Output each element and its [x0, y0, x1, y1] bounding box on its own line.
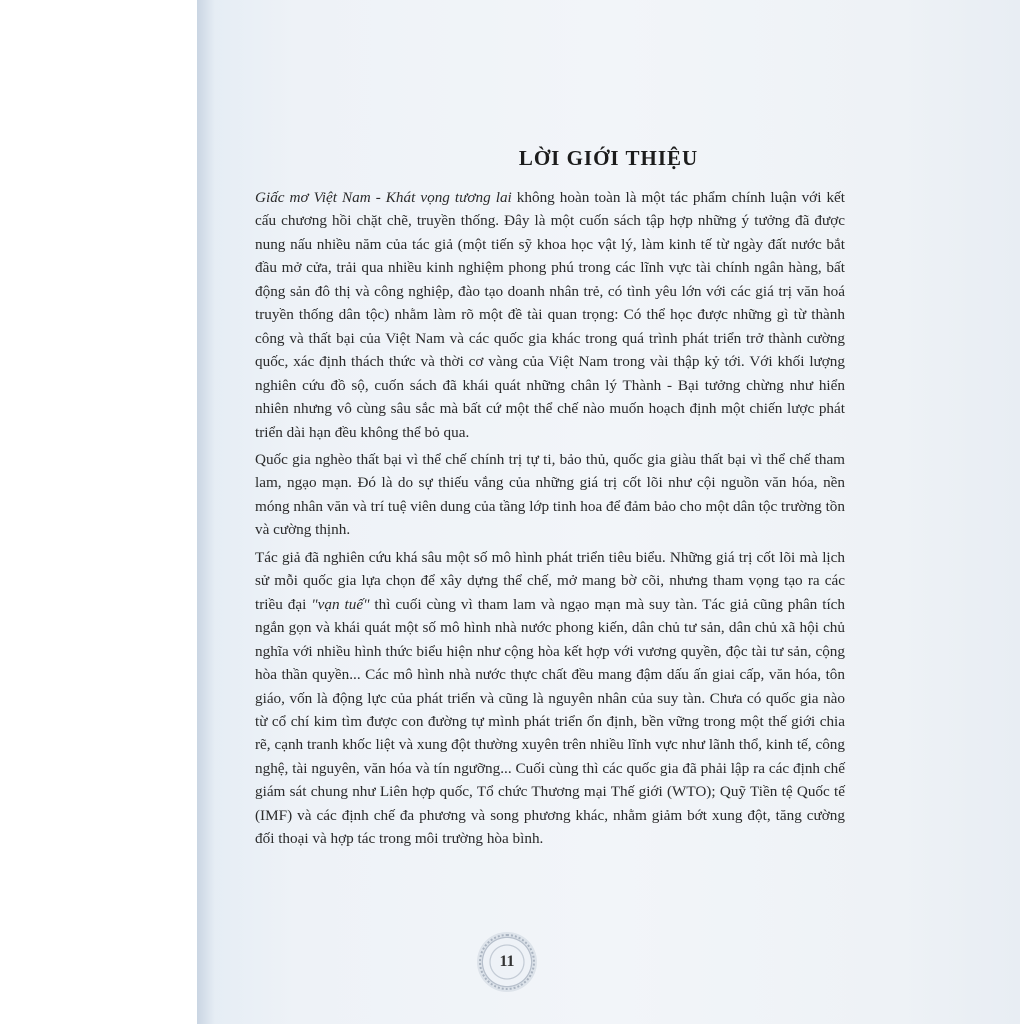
paragraph-1-text: không hoàn toàn là một tác phẩm chính luận với kết cấu chương hồi chặt chẽ, truyền thống. Đây là một cuốn sách tập hợp những ý tưởng đã được nung nấu nhiều năm của tác giả (một tiến sỹ khoa học vật lý, làm kinh tế từ ngày đất nước bắt đầu mở cửa, trải qua nhiều kinh nghiệm phong phú trong các lĩnh vực tài chính ngân hàng, bất động sản đô thị và công nghiệp, đào tạo doanh nhân trẻ, có tình yêu lớn với các giá trị văn hoá truyền thống dân tộc) nhằm làm rõ một đề tài quan trọng: Có thể học được những gì từ thành công và thất bại của Việt Nam và các quốc gia khác trong quá trình phát triển trở thành cường quốc, xác định thách thức và thời cơ vàng của Việt Nam trong vài thập kỷ tới. Với khối lượng nghiên cứu đồ sộ, cuốn sách đã khái quát những chân lý Thành - Bại tưởng chừng như hiển nhiên nhưng vô cùng sâu sắc mà bất cứ một thể chế nào muốn hoạch định một chiến lược phát triển dài hạn đều không thể bỏ qua. — [255, 189, 845, 441]
body-text — [255, 186, 845, 855]
paragraph-1 — [255, 186, 845, 444]
paragraph-3-text-end: thì cuối cùng vì tham lam và ngạo mạn mà suy tàn. Tác giả cũng phân tích ngắn gọn và khái quát một số mô hình nhà nước phong kiến, dân chủ tư sản, dân chủ xã hội chủ nghĩa với nhiều hình thức biểu hiện như cộng hòa kết hợp với vương quyền, độc tài tư sản, cộng hòa thần quyền... Các mô hình nhà nước thực chất đều mang đậm dấu ấn giai cấp, văn hóa, tôn giáo, vốn là động lực của phát triển và cũng là nguyên nhân của suy tàn. Chưa có quốc gia nào từ cổ chí kim tìm được con đường tự mình phát triển ổn định, bền vững trong một thế giới chia rẽ, cạnh tranh khốc liệt và xung đột thường xuyên trên nhiều lĩnh vực như lãnh thổ, kinh tế, công nghệ, tài nguyên, văn hóa và tín ngưỡng... Cuối cùng thì các quốc gia đã phải lập ra các định chế giám sát chung như Liên hợp quốc, Tổ chức Thương mại Thế giới (WTO); Quỹ Tiền tệ Quốc tế (IMF) và các định chế đa phương và song phương khác, nhằm giảm bớt xung đột, tăng cường đối thoại và hợp tác trong môi trường hòa bình. — [255, 595, 845, 848]
book-title-italic: Giấc mơ Việt Nam - Khát vọng tương lai — [255, 189, 512, 206]
page-number-seal — [477, 932, 537, 992]
paragraph-2: Quốc gia nghèo thất bại vì thể chế chính trị tự ti, bảo thủ, quốc gia giàu thất bại vì thể chế tham lam, ngạo mạn. Đó là do sự thiếu vắng của những giá trị cốt lõi như cội nguồn văn hóa, nền móng nhân văn và trí tuệ viên dung của tầng lớp tinh hoa để đảm bảo cho một dân tộc trường tồn và cường thịnh. — [255, 450, 845, 539]
paragraph-3 — [255, 546, 845, 851]
page-number: 11 — [499, 953, 515, 970]
paragraph-3-text-start: Tác giả đã nghiên cứu khá sâu một số mô hình phát triển tiêu biểu. Những giá trị cốt lõi mà lịch sử mỗi quốc gia lựa chọn để xây dựng thể chế, mở mang bờ cõi, nhưng tham vọng tạo ra các triều đại — [255, 548, 845, 613]
chapter-title: LỜI GIỚI THIỆU — [518, 146, 699, 170]
book-page — [197, 0, 1020, 1024]
paragraph-3-italic-quote: "vạn tuế" — [311, 595, 370, 613]
